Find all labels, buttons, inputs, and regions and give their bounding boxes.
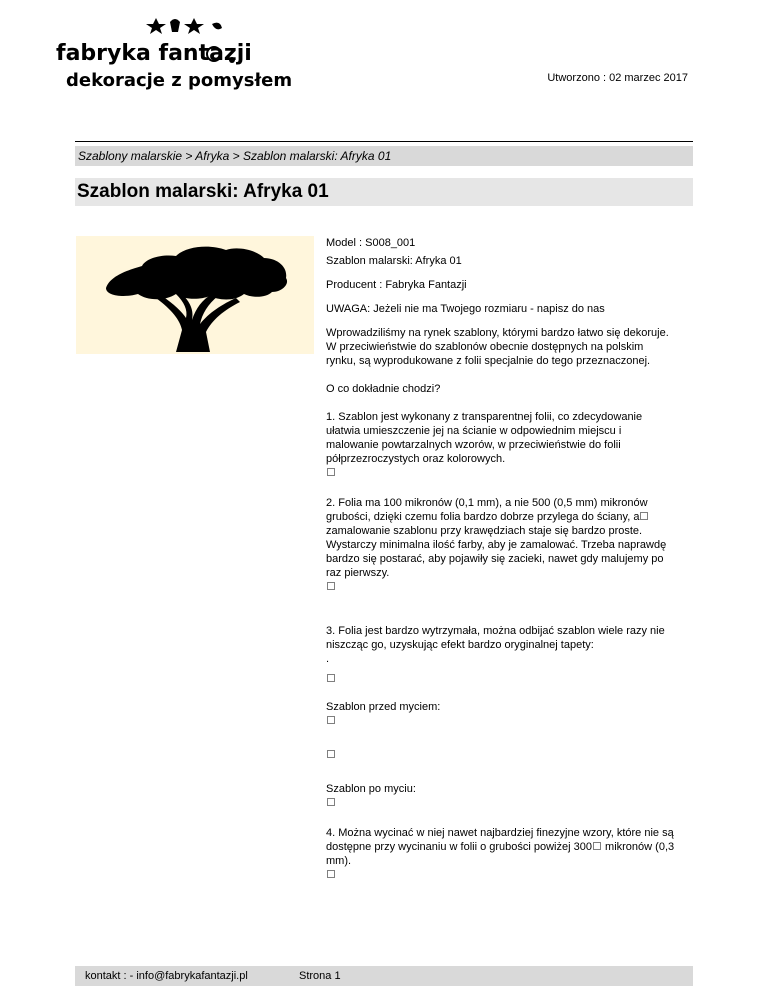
created-date: Utworzono : 02 marzec 2017: [547, 72, 688, 84]
svg-text:dekoracje z pomysłem: dekoracje z pomysłem: [66, 70, 293, 91]
missing-image-placeholder: [326, 580, 676, 594]
product-image: [76, 236, 314, 354]
title-bar: [75, 178, 693, 206]
page-title: Szablon malarski: Afryka 01: [77, 181, 329, 202]
after-wash-label: Szablon po myciu:: [326, 783, 416, 795]
svg-text:fabryka fantazji: fabryka fantazji: [56, 41, 252, 66]
missing-image-placeholder: [326, 748, 676, 762]
star-icon: [146, 18, 166, 34]
description-point-2: 2. Folia ma 100 mikronów (0,1 mm), a nie 500 (0,5 mm) mikronów grubości, dzięki czemu folia bardzo dobrze przylega do ściany, a zamalowanie szablonu przy krawędziach staje się bardzo proste. Wystarczy minimalna ilość farby, aby je zamalować. Trzeba naprawdę bardzo się postarać, aby pojawiły się zacieki, nawet gdy malujemy po raz pierwszy.: [326, 497, 667, 579]
description-intro: Wprowadziliśmy na rynek szablony, którymi bardzo łatwo się dekoruje. W przeciwieństwie do szablonów obecnie dostępnych na polskim rynku, są wyprodukowane z folii specjalnie do tego przeznaczonej.: [326, 327, 669, 367]
description-point-1: 1. Szablon jest wykonany z transparentnej folii, co zdecydowanie ułatwia umieszczenie jej na ścianie w odpowiednim miejscu i malowanie powtarzalnych wzorów, w przeciwieństwie do folii półprzezroczystych oraz kolorowych.: [326, 411, 643, 465]
product-note: UWAGA: Jeżeli nie ma Twojego rozmiaru - napisz do nas: [326, 303, 605, 315]
description-point-3-dot: .: [326, 653, 330, 665]
missing-image-placeholder: [326, 796, 676, 810]
before-wash-label: Szablon przed myciem:: [326, 701, 441, 713]
page-number: Strona 1: [299, 970, 341, 982]
fabryka-fantazji-logo: [52, 14, 293, 94]
missing-image-placeholder: [326, 466, 676, 480]
product-producer: Producent : Fabryka Fantazji: [326, 279, 467, 291]
product-content: [326, 236, 676, 882]
star-icon: [184, 18, 204, 34]
description-point-3: 3. Folia jest bardzo wytrzymała, można odbijać szablon wiele razy nie niszcząc go, uzyskując efekt bardzo oryginalnej tapety:: [326, 625, 665, 651]
missing-image-placeholder: [326, 714, 676, 728]
product-name: Szablon malarski: Afryka 01: [326, 255, 462, 267]
missing-image-placeholder: [326, 868, 676, 882]
footer: [75, 966, 693, 986]
header-rule: [75, 141, 693, 142]
missing-image-placeholder: [326, 672, 676, 686]
product-model: Model : S008_001: [326, 237, 416, 249]
description-point-4: 4. Można wycinać w niej nawet najbardziej finezyjne wzory, które nie są dostępne przy wycinaniu w folii o grubości powiżej 300 mikronów (0,3 mm).: [326, 827, 675, 867]
footer-contact: kontakt : - info@fabrykafantazji.pl: [85, 970, 248, 982]
description-question: O co dokładnie chodzi?: [326, 383, 441, 395]
breadcrumb: Szablony malarskie > Afryka > Szablon malarski: Afryka 01: [75, 146, 693, 166]
